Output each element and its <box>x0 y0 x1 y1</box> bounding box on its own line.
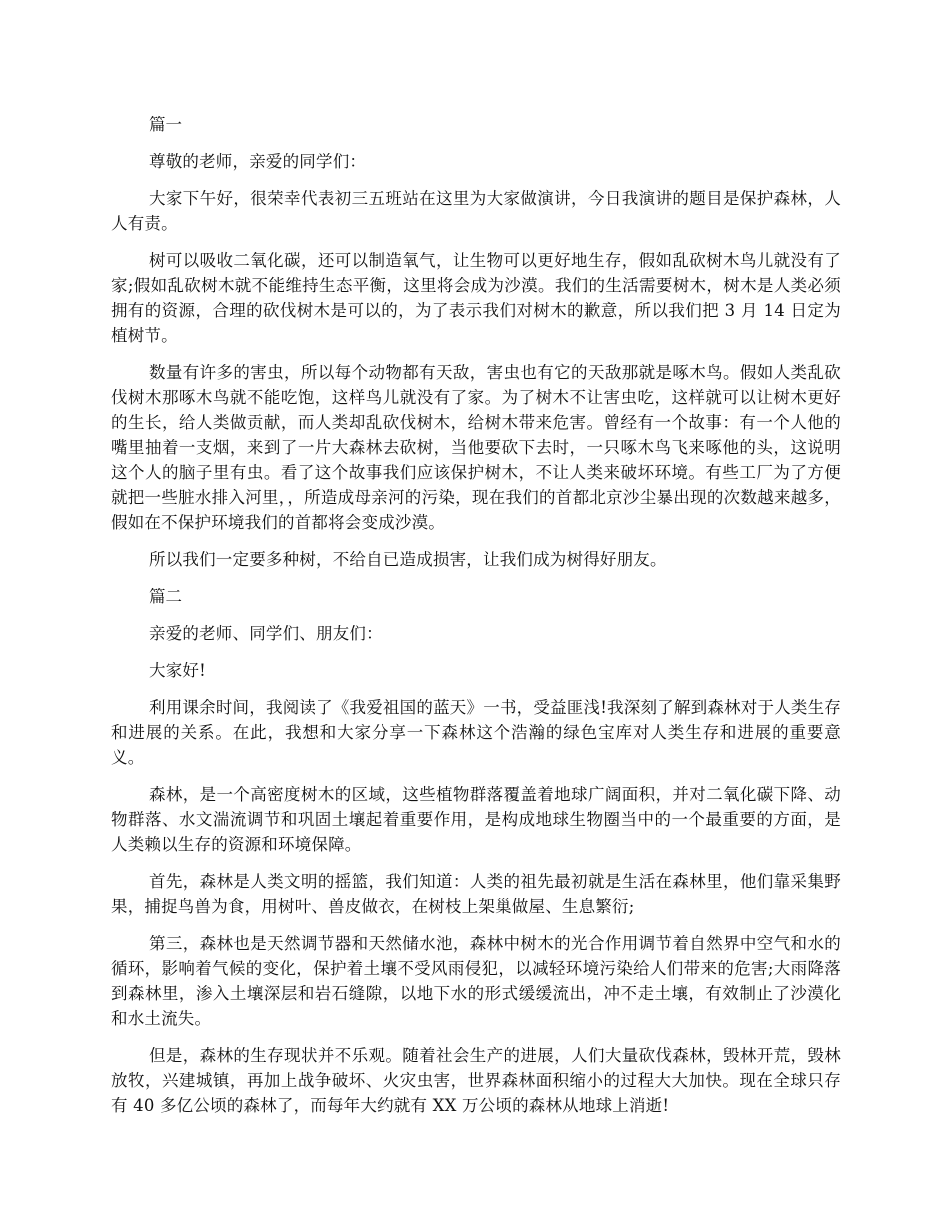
paragraph: 第三，森林也是天然调节器和天然储水池，森林中树木的光合作用调节着自然界中空气和水的循环，影响着气候的变化，保护着土壤不受风雨侵犯，以减轻环境污染给人们带来的危害;大雨降落到森林里，渗入土壤深层和岩石缝隙，以地下水的形式缓缓流出，冲不走土壤，有效制止了沙漠化和水土流失。 <box>111 934 841 1028</box>
section-heading-1: 篇一 <box>149 115 182 134</box>
paragraph: 数量有许多的害虫，所以每个动物都有天敌，害虫也有它的天敌那就是啄木鸟。假如人类乱砍伐树木那啄木鸟就不能吃饱，这样鸟儿就没有了家。为了树木不让害虫吃，这样就可以让树木更好的生长，给人类做贡献，而人类却乱砍伐树木，给树木带来危害。曾经有一个故事：有一个人他的嘴里抽着一支烟，来到了一片大森林去砍树，当他要砍下去时，一只啄木鸟飞来啄他的头，这说明这个人的脑子里有虫。看了这个故事我们应该保护树木，不让人类来破坏环境。有些工厂为了方便就把一些脏水排入河里，，所造成母亲河的污染，现在我们的首都北京沙尘暴出现的次数越来越多，假如在不保护环境我们的首都将会变成沙漠。 <box>111 363 841 532</box>
paragraph: 利用课余时间，我阅读了《我爱祖国的蓝天》一书，受益匪浅!我深刻了解到森林对于人类生存和进展的关系。在此，我想和大家分享一下森林这个浩瀚的绿色宝库对人类生存和进展的重要意义。 <box>111 698 841 767</box>
paragraph: 大家下午好，很荣幸代表初三五班站在这里为大家做演讲，今日我演讲的题目是保护森林，人人有责。 <box>111 189 841 233</box>
paragraph: 森林，是一个高密度树木的区域，这些植物群落覆盖着地球广阔面积，并对二氧化碳下降、动物群落、水文湍流调节和巩固土壤起着重要作用，是构成地球生物圈当中的一个最重要的方面，是人类赖以生存的资源和环境保障。 <box>111 785 841 854</box>
paragraph: 首先，森林是人类文明的摇篮，我们知道：人类的祖先最初就是生活在森林里，他们靠采集野果，捕捉鸟兽为食，用树叶、兽皮做衣，在树枝上架巢做屋、生息繁衍; <box>111 872 841 916</box>
document-body <box>111 112 841 1130</box>
salutation-1: 尊敬的老师，亲爱的同学们： <box>149 152 367 171</box>
greeting: 大家好! <box>149 661 206 680</box>
paragraph: 树可以吸收二氧化碳，还可以制造氧气，让生物可以更好地生存，假如乱砍树木鸟儿就没有了家;假如乱砍树木就不能维持生态平衡，这里将会成为沙漠。我们的生活需要树木，树木是人类必须拥有的资源，合理的砍伐树木是可以的，为了表示我们对树木的歉意，所以我们把 3 月 14 日定为植树节。 <box>111 251 841 345</box>
section-heading-2: 篇二 <box>149 587 182 606</box>
salutation-2: 亲爱的老师、同学们、朋友们： <box>149 624 383 643</box>
paragraph: 所以我们一定要多种树，不给自已造成损害，让我们成为树得好朋友。 <box>149 550 667 569</box>
paragraph: 但是，森林的生存现状并不乐观。随着社会生产的进展，人们大量砍伐森林，毁林开荒，毁林放牧，兴建城镇，再加上战争破坏、火灾虫害，世界森林面积缩小的过程大大加快。现在全球只存有 40 多亿公顷的森林了，而每年大约就有 XX 万公顷的森林从地球上消逝! <box>111 1046 841 1115</box>
